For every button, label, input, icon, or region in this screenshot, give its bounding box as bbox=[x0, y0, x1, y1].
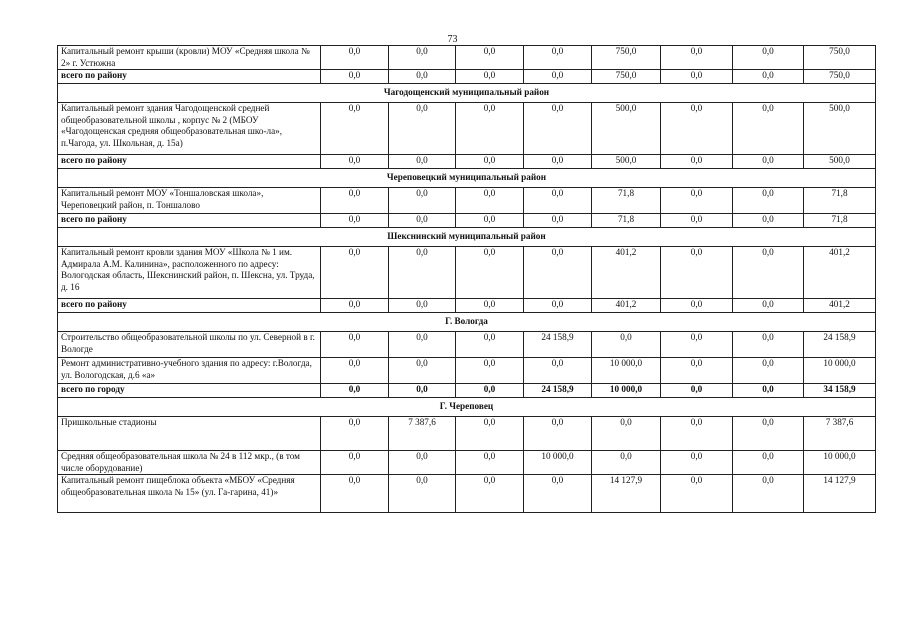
value-cell: 10 000,0 bbox=[592, 358, 661, 384]
value-cell: 500,0 bbox=[804, 155, 876, 169]
value-cell: 0,0 bbox=[661, 46, 733, 70]
total-label: всего по городу bbox=[58, 384, 321, 398]
value-cell: 0,0 bbox=[456, 103, 524, 155]
value-cell: 0,0 bbox=[321, 155, 389, 169]
project-description: Пришкольные стадионы bbox=[58, 417, 321, 451]
value-cell: 0,0 bbox=[661, 188, 733, 214]
project-description: Капитальный ремонт кровли здания МОУ «Школа № 1 им. Адмирала А.М. Калинина», расположенного по адресу: Вологодская область, Шекснинский район, п. Шексна, ул. Труда, д. 16 bbox=[58, 247, 321, 299]
value-cell: 10 000,0 bbox=[804, 451, 876, 475]
total-row bbox=[58, 70, 876, 84]
value-cell: 0,0 bbox=[389, 358, 456, 384]
value-cell: 0,0 bbox=[456, 332, 524, 358]
total-label: всего по району bbox=[58, 155, 321, 169]
value-cell: 0,0 bbox=[321, 417, 389, 451]
value-cell: 0,0 bbox=[389, 247, 456, 299]
value-cell: 0,0 bbox=[389, 188, 456, 214]
value-cell: 0,0 bbox=[456, 155, 524, 169]
value-cell: 0,0 bbox=[389, 299, 456, 313]
value-cell: 401,2 bbox=[804, 247, 876, 299]
value-cell: 0,0 bbox=[321, 70, 389, 84]
value-cell: 0,0 bbox=[524, 155, 592, 169]
value-cell: 0,0 bbox=[456, 247, 524, 299]
project-description: Средняя общеобразовательная школа № 24 в 112 мкр., (в том числе оборудование) bbox=[58, 451, 321, 475]
project-description: Капитальный ремонт пищеблока объекта «МБОУ «Средняя общеобразовательная школа № 15» (ул. Га-гарина, 41)» bbox=[58, 475, 321, 513]
value-cell: 0,0 bbox=[661, 475, 733, 513]
project-description: Капитальный ремонт крыши (кровли) МОУ «Средняя школа № 2» г. Устюжна bbox=[58, 46, 321, 70]
value-cell: 0,0 bbox=[389, 103, 456, 155]
value-cell: 0,0 bbox=[389, 214, 456, 228]
value-cell: 0,0 bbox=[524, 188, 592, 214]
section-title: Чагодощенский муниципальный район bbox=[58, 84, 876, 103]
budget-table bbox=[57, 45, 876, 513]
value-cell: 0,0 bbox=[321, 46, 389, 70]
value-cell: 0,0 bbox=[321, 299, 389, 313]
project-description: Капитальный ремонт здания Чагодощенской средней общеобразовательной школы , корпус № 2 (МБОУ «Чагодощенская средняя общеобразовательная шко-ла», п.Чагода, ул. Школьная, д. 15а) bbox=[58, 103, 321, 155]
value-cell: 0,0 bbox=[733, 103, 804, 155]
value-cell: 500,0 bbox=[592, 103, 661, 155]
value-cell: 0,0 bbox=[524, 475, 592, 513]
total-label: всего по району bbox=[58, 70, 321, 84]
value-cell: 401,2 bbox=[804, 299, 876, 313]
value-cell: 0,0 bbox=[524, 299, 592, 313]
value-cell: 0,0 bbox=[456, 70, 524, 84]
value-cell: 0,0 bbox=[733, 475, 804, 513]
value-cell: 71,8 bbox=[804, 188, 876, 214]
section-header-row bbox=[58, 313, 876, 332]
value-cell: 0,0 bbox=[661, 299, 733, 313]
value-cell: 0,0 bbox=[524, 103, 592, 155]
value-cell: 0,0 bbox=[321, 384, 389, 398]
value-cell: 500,0 bbox=[804, 103, 876, 155]
value-cell: 0,0 bbox=[524, 46, 592, 70]
value-cell: 0,0 bbox=[733, 70, 804, 84]
value-cell: 24 158,9 bbox=[524, 384, 592, 398]
value-cell: 0,0 bbox=[456, 46, 524, 70]
value-cell: 71,8 bbox=[592, 214, 661, 228]
value-cell: 0,0 bbox=[456, 358, 524, 384]
section-header-row bbox=[58, 228, 876, 247]
value-cell: 0,0 bbox=[661, 451, 733, 475]
section-title: Г. Вологда bbox=[58, 313, 876, 332]
section-title: Шекснинский муниципальный район bbox=[58, 228, 876, 247]
section-title: Г. Череповец bbox=[58, 398, 876, 417]
value-cell: 0,0 bbox=[524, 358, 592, 384]
value-cell: 0,0 bbox=[592, 417, 661, 451]
project-description: Капитальный ремонт МОУ «Тоншаловская школа», Череповецкий район, п. Тоншалово bbox=[58, 188, 321, 214]
value-cell: 0,0 bbox=[524, 247, 592, 299]
value-cell: 34 158,9 bbox=[804, 384, 876, 398]
value-cell: 0,0 bbox=[733, 299, 804, 313]
value-cell: 0,0 bbox=[733, 417, 804, 451]
value-cell: 0,0 bbox=[321, 451, 389, 475]
value-cell: 0,0 bbox=[389, 70, 456, 84]
value-cell: 0,0 bbox=[592, 332, 661, 358]
value-cell: 0,0 bbox=[733, 247, 804, 299]
value-cell: 0,0 bbox=[389, 155, 456, 169]
value-cell: 0,0 bbox=[321, 214, 389, 228]
value-cell: 10 000,0 bbox=[804, 358, 876, 384]
value-cell: 0,0 bbox=[389, 332, 456, 358]
value-cell: 14 127,9 bbox=[804, 475, 876, 513]
value-cell: 0,0 bbox=[733, 155, 804, 169]
value-cell: 0,0 bbox=[524, 214, 592, 228]
value-cell: 0,0 bbox=[733, 384, 804, 398]
table-body bbox=[58, 46, 876, 513]
value-cell: 0,0 bbox=[456, 188, 524, 214]
value-cell: 0,0 bbox=[456, 299, 524, 313]
value-cell: 0,0 bbox=[321, 247, 389, 299]
value-cell: 0,0 bbox=[321, 358, 389, 384]
total-row bbox=[58, 214, 876, 228]
total-row bbox=[58, 384, 876, 398]
value-cell: 71,8 bbox=[804, 214, 876, 228]
value-cell: 0,0 bbox=[661, 417, 733, 451]
value-cell: 14 127,9 bbox=[592, 475, 661, 513]
value-cell: 0,0 bbox=[389, 475, 456, 513]
value-cell: 0,0 bbox=[456, 214, 524, 228]
total-row bbox=[58, 155, 876, 169]
value-cell: 0,0 bbox=[321, 188, 389, 214]
value-cell: 0,0 bbox=[733, 358, 804, 384]
value-cell: 750,0 bbox=[804, 70, 876, 84]
table-row bbox=[58, 451, 876, 475]
value-cell: 0,0 bbox=[389, 451, 456, 475]
value-cell: 0,0 bbox=[592, 451, 661, 475]
value-cell: 750,0 bbox=[592, 46, 661, 70]
value-cell: 24 158,9 bbox=[804, 332, 876, 358]
table-row bbox=[58, 103, 876, 155]
value-cell: 0,0 bbox=[661, 358, 733, 384]
total-label: всего по району bbox=[58, 299, 321, 313]
value-cell: 0,0 bbox=[321, 103, 389, 155]
section-title: Череповецкий муниципальный район bbox=[58, 169, 876, 188]
value-cell: 0,0 bbox=[524, 417, 592, 451]
table-row bbox=[58, 188, 876, 214]
table-row bbox=[58, 475, 876, 513]
value-cell: 0,0 bbox=[733, 451, 804, 475]
value-cell: 750,0 bbox=[592, 70, 661, 84]
value-cell: 0,0 bbox=[733, 188, 804, 214]
value-cell: 0,0 bbox=[456, 384, 524, 398]
section-header-row bbox=[58, 169, 876, 188]
value-cell: 500,0 bbox=[592, 155, 661, 169]
value-cell: 0,0 bbox=[524, 70, 592, 84]
value-cell: 10 000,0 bbox=[592, 384, 661, 398]
section-header-row bbox=[58, 398, 876, 417]
total-label: всего по району bbox=[58, 214, 321, 228]
page-number: 73 bbox=[447, 34, 458, 45]
section-header-row bbox=[58, 84, 876, 103]
table-row bbox=[58, 332, 876, 358]
value-cell: 0,0 bbox=[661, 247, 733, 299]
total-row bbox=[58, 299, 876, 313]
value-cell: 10 000,0 bbox=[524, 451, 592, 475]
project-description: Ремонт административно-учебного здания по адресу: г.Вологда, ул. Вологодская, д.6 «а» bbox=[58, 358, 321, 384]
value-cell: 0,0 bbox=[456, 451, 524, 475]
value-cell: 7 387,6 bbox=[804, 417, 876, 451]
value-cell: 0,0 bbox=[661, 214, 733, 228]
value-cell: 0,0 bbox=[733, 332, 804, 358]
value-cell: 0,0 bbox=[321, 475, 389, 513]
value-cell: 0,0 bbox=[661, 155, 733, 169]
value-cell: 0,0 bbox=[456, 475, 524, 513]
value-cell: 7 387,6 bbox=[389, 417, 456, 451]
table-row bbox=[58, 358, 876, 384]
value-cell: 0,0 bbox=[661, 332, 733, 358]
value-cell: 0,0 bbox=[733, 46, 804, 70]
value-cell: 0,0 bbox=[456, 417, 524, 451]
value-cell: 0,0 bbox=[389, 46, 456, 70]
value-cell: 401,2 bbox=[592, 299, 661, 313]
value-cell: 0,0 bbox=[661, 70, 733, 84]
value-cell: 0,0 bbox=[733, 214, 804, 228]
value-cell: 401,2 bbox=[592, 247, 661, 299]
table-row bbox=[58, 247, 876, 299]
table-row bbox=[58, 46, 876, 70]
value-cell: 0,0 bbox=[661, 103, 733, 155]
value-cell: 0,0 bbox=[389, 384, 456, 398]
value-cell: 0,0 bbox=[321, 332, 389, 358]
table-row bbox=[58, 417, 876, 451]
value-cell: 24 158,9 bbox=[524, 332, 592, 358]
value-cell: 750,0 bbox=[804, 46, 876, 70]
project-description: Строительство общеобразовательной школы по ул. Северной в г. Вологде bbox=[58, 332, 321, 358]
value-cell: 0,0 bbox=[661, 384, 733, 398]
value-cell: 71,8 bbox=[592, 188, 661, 214]
